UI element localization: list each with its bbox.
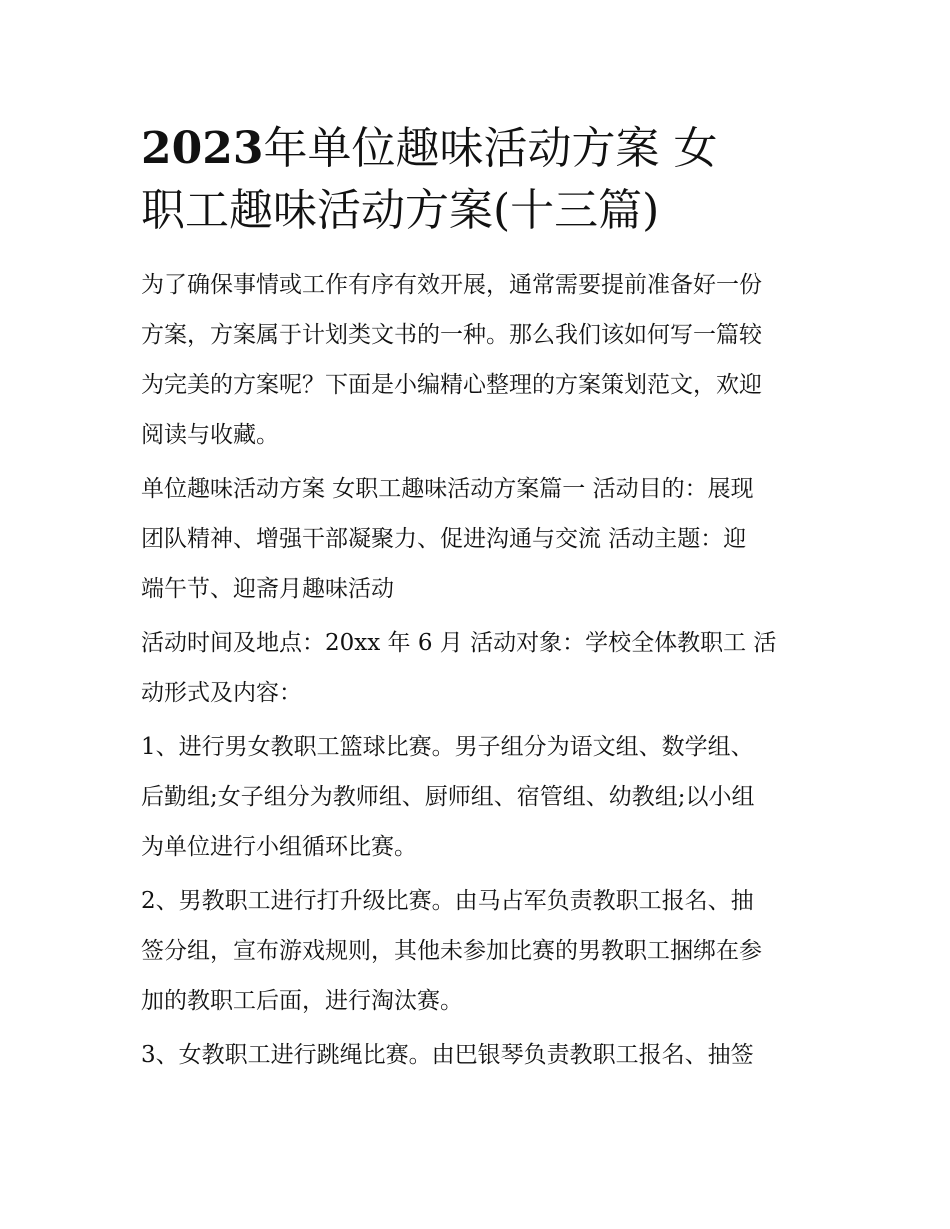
text-line: 方案，方案属于计划类文书的一种。那么我们该如何写一篇较 (141, 322, 762, 348)
title-line-1-text: 年单位趣味活动方案 女 (263, 123, 718, 174)
text-line: 团队精神、增强干部凝聚力、促进沟通与交流 活动主题：迎 (141, 526, 747, 552)
text-line: 阅读与收藏。 (141, 422, 279, 448)
text-line: 单位趣味活动方案 女职工趣味活动方案篇一 活动目的：展现 (141, 476, 754, 502)
text-line: 1、进行男女教职工篮球比赛。男子组分为语文组、数学组、 (141, 734, 754, 760)
text-line: 3、女教职工进行跳绳比赛。由巴银琴负责教职工报名、抽签 (141, 1042, 754, 1068)
document-title (141, 118, 821, 242)
text-line: 动形式及内容： (141, 680, 302, 706)
text-line: 签分组，宣布游戏规则，其他未参加比赛的男教职工捆绑在参 (141, 938, 762, 964)
text-line: 为单位进行小组循环比赛。 (141, 834, 417, 860)
text-line: 为完美的方案呢？下面是小编精心整理的方案策划范文，欢迎 (141, 372, 762, 398)
paragraph-item-3 (141, 1030, 821, 1080)
paragraph-item-2 (141, 876, 821, 1026)
text-line: 活动时间及地点：20xx 年 6 月 活动对象：学校全体教职工 活 (141, 630, 777, 656)
document-content (141, 118, 821, 1084)
title-line-1 (141, 118, 821, 180)
title-year: 2023 (141, 123, 264, 174)
text-line: 加的教职工后面，进行淘汰赛。 (141, 988, 463, 1014)
document-body (141, 260, 821, 1080)
text-line: 端午节、迎斋月趣味活动 (141, 576, 394, 602)
paragraph-intro (141, 260, 821, 460)
text-line: 为了确保事情或工作有序有效开展，通常需要提前准备好一份 (141, 272, 762, 298)
paragraph-item-1 (141, 722, 821, 872)
paragraph-time-place (141, 618, 821, 718)
title-line-2: 职工趣味活动方案(十三篇) (141, 185, 660, 236)
paragraph-purpose (141, 464, 821, 614)
text-line: 后勤组;女子组分为教师组、厨师组、宿管组、幼教组;以小组 (141, 784, 755, 810)
text-line: 2、男教职工进行打升级比赛。由马占军负责教职工报名、抽 (141, 888, 754, 914)
